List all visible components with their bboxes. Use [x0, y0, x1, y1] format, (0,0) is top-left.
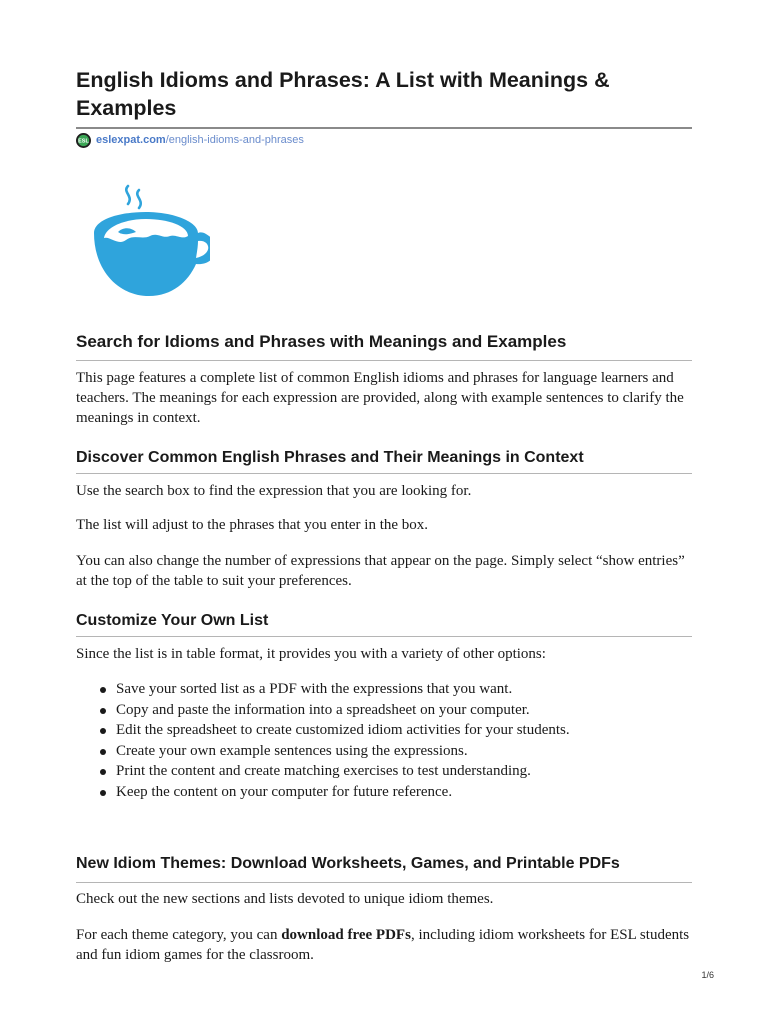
- section-heading-themes: New Idiom Themes: Download Worksheets, Games, and Printable PDFs: [76, 855, 620, 872]
- bullet-icon: [100, 687, 106, 693]
- list-item-text: Edit the spreadsheet to create customized idiom activities for your students.: [116, 722, 570, 739]
- esl-logo-icon: [76, 133, 91, 148]
- coffee-cup-icon: [92, 178, 210, 298]
- bullet-icon: [100, 728, 106, 734]
- section-divider: [76, 636, 692, 637]
- list-item-text: Save your sorted list as a PDF with the expressions that you want.: [116, 681, 513, 697]
- bullet-icon: [100, 790, 106, 796]
- bullet-icon: [100, 749, 106, 755]
- section-divider: [76, 473, 692, 474]
- title-divider: [76, 127, 692, 129]
- intro-paragraph: This page features a complete list of common English idioms and phrases for language learners and teachers. The meanings for each expression are provided, along with example sentences to clarify the meanings in context.: [76, 370, 684, 426]
- paragraph-show-entries: You can also change the number of expressions that appear on the page. Simply select “show entries” at the top of the table to suit your preferences.: [76, 553, 685, 589]
- list-item: [76, 720, 692, 741]
- source-url-link[interactable]: [96, 134, 304, 146]
- bullet-icon: [100, 769, 106, 775]
- download-text-before: For each theme category, you can: [76, 927, 282, 943]
- source-path: /english-idioms-and-phrases: [165, 134, 304, 146]
- source-link-row: [76, 131, 304, 149]
- bullet-icon: [100, 708, 106, 714]
- options-list: [76, 679, 692, 803]
- page-title: English Idioms and Phrases: A List with Meanings & Examples: [76, 68, 610, 120]
- page-number: 1/6: [701, 970, 714, 980]
- esl-logo-text: ESL: [78, 138, 89, 145]
- paragraph-list-adjust: The list will adjust to the phrases that you enter in the box.: [76, 517, 429, 533]
- section-heading-search: Search for Idioms and Phrases with Meanings and Examples: [76, 332, 567, 351]
- paragraph-download: [76, 925, 692, 965]
- list-item: [76, 679, 692, 700]
- list-item-text: Keep the content on your computer for future reference.: [116, 783, 453, 800]
- section-heading-customize: Customize Your Own List: [76, 612, 269, 629]
- paragraph-themes: Check out the new sections and lists devoted to unique idiom themes.: [76, 891, 494, 907]
- download-text-after: , including idiom worksheets for ESL students and fun idiom games for the classroom.: [76, 927, 690, 963]
- list-item-text: Copy and paste the information into a spreadsheet on your computer.: [116, 701, 530, 718]
- paragraph-options: Since the list is in table format, it provides you with a variety of other options:: [76, 646, 546, 662]
- list-item-text: Print the content and create matching exercises to test understanding.: [116, 763, 531, 780]
- section-divider: [76, 360, 692, 361]
- list-item: [76, 700, 692, 721]
- section-divider: [76, 882, 692, 883]
- list-item: [76, 761, 692, 782]
- section-heading-discover: Discover Common English Phrases and Their Meanings in Context: [76, 449, 584, 466]
- list-item-text: Create your own example sentences using the expressions.: [116, 742, 468, 759]
- list-item: [76, 782, 692, 803]
- paragraph-search-box: Use the search box to find the expression that you are looking for.: [76, 483, 472, 499]
- list-item: [76, 741, 692, 762]
- source-domain: eslexpat.com: [96, 134, 166, 146]
- download-free-pdfs-text: download free PDFs: [281, 927, 411, 943]
